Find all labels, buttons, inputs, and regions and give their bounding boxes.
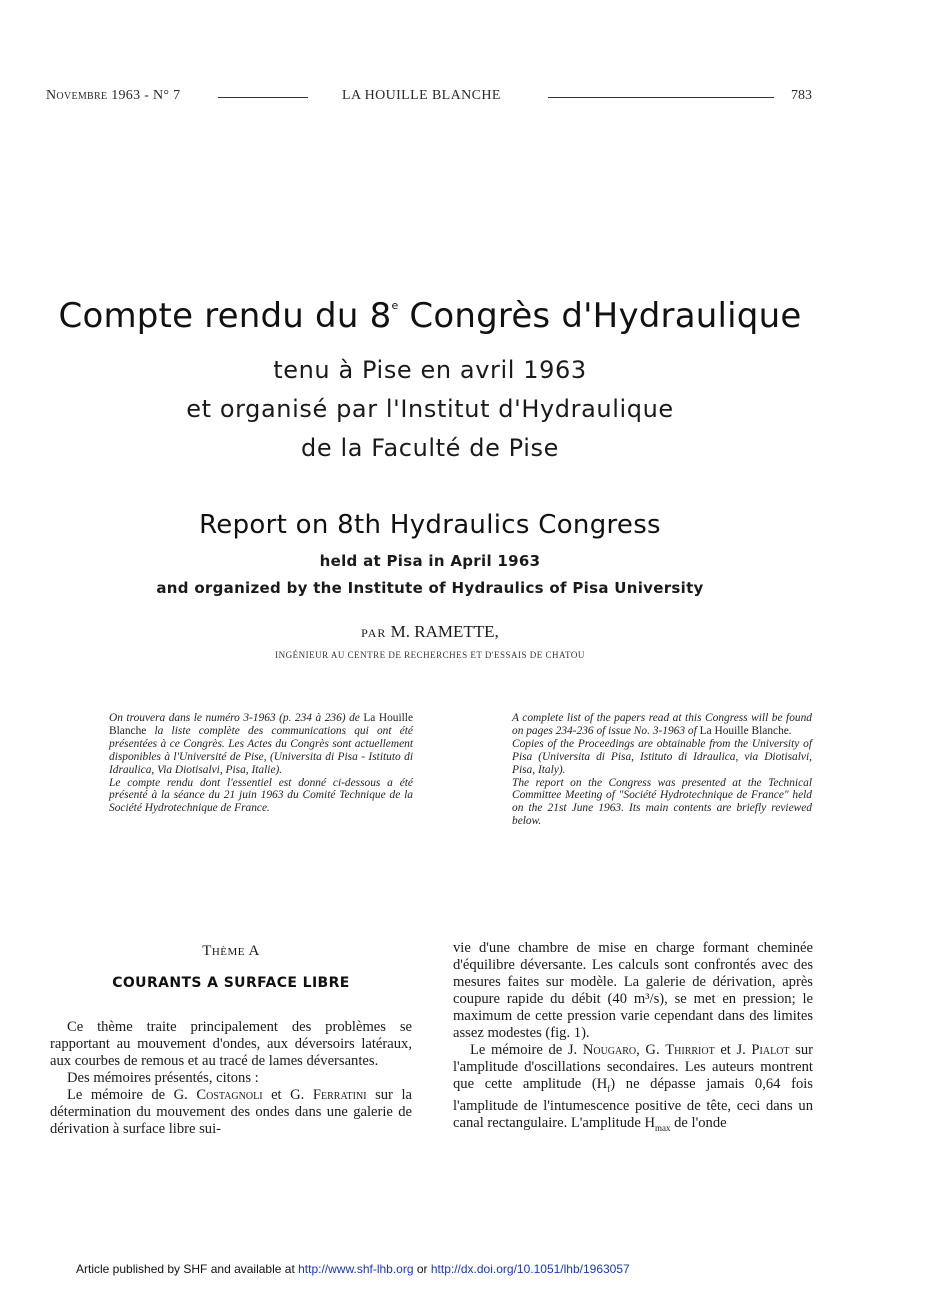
body-paragraph: Des mémoires présentés, citons : [67,1070,259,1086]
journal-ref: La Houille Blanche [109,712,414,737]
abstract-en [512,712,812,828]
author-affiliation: INGÉNIEUR AU CENTRE DE RECHERCHES ET D'ESSAIS DE CHATOU [275,650,585,660]
footer-text: Article published by SHF and available at [76,1262,299,1276]
body-paragraph [50,1087,412,1138]
author-ref: Nougaro [582,1042,637,1058]
title-fr [0,296,860,336]
abstract-en-p1 [512,712,812,738]
issue-info: Novembre 1963 - N° 7 [46,88,181,103]
body-column-left [50,1019,412,1138]
abstract-fr-text: la liste complète des communications qui ont été présentées à ce Congrès. Les Actes du Congrès sont actuellement disponibles à l'Université de Pise, (Universita di Pisa - Istituto di Idraulica, Via Diotisalvi, Pisa, Italie). [109,724,413,776]
abstract-fr-text: On trouvera dans le numéro 3-1963 (p. 234 à 236) de [109,712,364,724]
title-en: Report on 8th Hydraulics Congress [199,510,661,540]
body-text: de l'onde [670,1114,727,1131]
author-par: PAR [361,626,387,640]
body-text: et J. [714,1042,752,1058]
body-paragraph: Ce thème traite principalement des problèmes se rapportant au mouvement d'ondes, aux déversoirs latéraux, aux courbes de remous et au tracé de lames déversantes. [50,1019,412,1069]
title-fr-line4: de la Faculté de Pise [301,434,559,462]
body-paragraph: vie d'une chambre de mise en charge formant cheminée d'équilibre déversante. Les calculs sont confrontés avec des mesures faites sur modèle. La galerie de dérivation, après coupure rapide du débit (40 m³/s), se met en pression; le maximum de cette pression varie cependant dans des limites assez modestes (fig. 1). [453,940,813,1041]
abstract-en-text: . [788,724,792,737]
body-text: Le mémoire de J. [470,1042,583,1058]
journal-ref: La Houille Blanche [699,724,789,737]
author-name: M. RAMETTE, [390,622,499,641]
shf-link[interactable]: http://www.shf-lhb.org [298,1262,414,1276]
title-fr-part2: Congrès d'Hydraulique [398,296,802,336]
header-rule-left [218,97,308,98]
title-en-line2: held at Pisa in April 1963 [319,552,541,570]
abstract-en-text: A complete list of the papers read at this Congress will be found on pages 234-236 of issue No. 3-1963 of [512,712,812,737]
body-column-right [453,940,813,1137]
publication-footer [76,1262,630,1276]
title-en-line3: and organized by the Institute of Hydraulics of Pisa University [156,579,704,597]
body-text: sur l'amplitude d'oscillations secondaires. Les auteurs montrent que cette amplitude (H [453,1042,813,1092]
journal-name: LA HOUILLE BLANCHE [342,88,501,103]
abstract-fr [109,712,413,815]
body-text: , G. [636,1042,666,1058]
header-rule-right [548,97,774,98]
subscript: f [607,1083,611,1094]
body-paragraph [453,1042,813,1137]
abstract-fr-p1 [109,712,413,777]
body-text: sur la détermination du mouvement des ondes dans une galerie de dérivation à surface libre sui- [50,1087,412,1137]
page-number: 783 [791,88,812,103]
abstract-fr-p2: Le compte rendu dont l'essentiel est donné ci-dessous a été présenté à la séance du 21 juin 1963 du Comité Technique de la Société Hydrotechnique de France. [109,776,413,815]
body-text: ) ne dépasse jamais 0,64 fois l'amplitude de l'intumescence positive de tête, ceci dans un canal rectangulaire. L'amplitude H [453,1076,813,1131]
body-text: et G. [262,1087,313,1103]
author-ref: Costagnoli [196,1087,263,1103]
title-fr-line2: tenu à Pise en avril 1963 [273,356,587,384]
subscript: max [654,1122,671,1133]
title-fr-sup: e [391,299,399,312]
running-header [46,88,812,108]
title-fr-line3: et organisé par l'Institut d'Hydraulique [186,395,674,423]
abstract-en-p2: Copies of the Proceedings are obtainable from the University of Pisa (Universita di Pisa, Istituto di Idraulica, via Diotisalvi, Pisa, Italy). [512,737,812,776]
body-text: Le mémoire de G. [67,1087,197,1103]
footer-text: or [413,1262,431,1276]
theme-label: Thème A [202,943,260,959]
doi-link[interactable]: http://dx.doi.org/10.1051/lhb/1963057 [430,1262,630,1276]
abstract-en-p3: The report on the Congress was presented at the Technical Committee Meeting of "Société Hydrotechnique de France" held on the 21st June 1963. Its main contents are briefly reviewed below. [512,776,812,828]
author-ref: Thirriot [665,1042,715,1058]
title-fr-part1: Compte rendu du 8 [58,296,392,336]
author-line [0,622,860,642]
author-ref: Pialot [751,1042,790,1058]
author-ref: Ferratini [312,1087,367,1103]
section-heading: COURANTS A SURFACE LIBRE [112,975,350,991]
